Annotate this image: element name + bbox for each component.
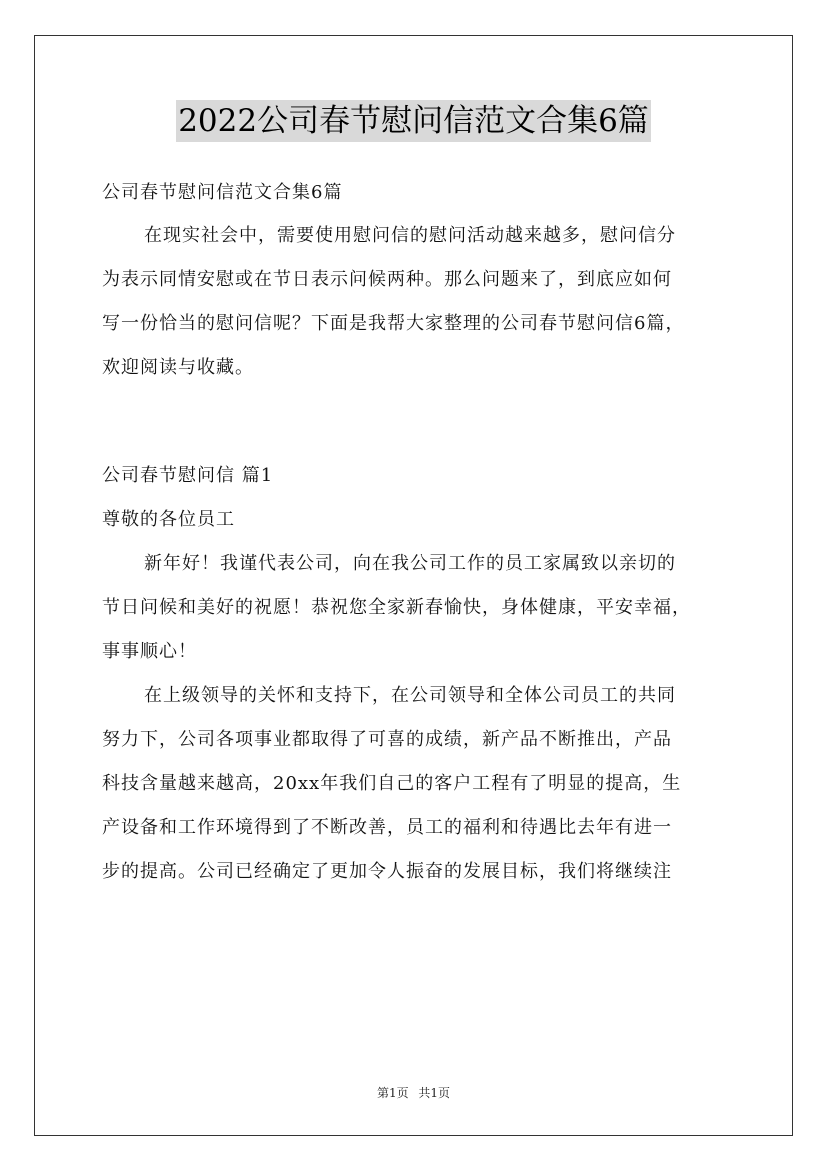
intro-line: 写一份恰当的慰问信呢？下面是我帮大家整理的公司春节慰问信6篇， <box>102 313 685 334</box>
document-subtitle: 公司春节慰问信范文合集6篇 <box>102 182 343 203</box>
section-spacer <box>102 390 732 454</box>
paragraph-line: 步的提高。公司已经确定了更加令人振奋的发展目标，我们将继续注 <box>102 861 672 882</box>
page-number: 第1页 <box>376 1086 409 1100</box>
intro-line: 欢迎阅读与收藏。 <box>102 357 254 378</box>
paragraph-line: 科技含量越来越高，20xx年我们自己的客户工程有了明显的提高，生 <box>102 773 682 794</box>
paragraph-line: 节日问候和美好的祝愿！恭祝您全家新春愉快，身体健康，平安幸福， <box>102 597 691 618</box>
paragraph-1 <box>102 542 732 674</box>
salutation: 尊敬的各位员工 <box>102 509 235 530</box>
paragraph-line: 产设备和工作环境得到了不断改善，员工的福利和待遇比去年有进一 <box>102 817 672 838</box>
page-footer <box>0 1084 827 1101</box>
intro-paragraph <box>102 214 732 390</box>
section-heading: 公司春节慰问信 篇1 <box>102 465 274 486</box>
paragraph-2 <box>102 674 732 894</box>
paragraph-line: 努力下，公司各项事业都取得了可喜的成绩，新产品不断推出，产品 <box>102 729 672 750</box>
intro-line: 为表示同情安慰或在节日表示问候两种。那么问题来了，到底应如何 <box>102 269 672 290</box>
page-total: 共1页 <box>418 1086 451 1100</box>
intro-line: 在现实社会中，需要使用慰问信的慰问活动越来越多，慰问信分 <box>144 225 676 246</box>
paragraph-line: 事事顺心！ <box>102 641 197 662</box>
paragraph-line: 在上级领导的关怀和支持下，在公司领导和全体公司员工的共同 <box>144 685 676 706</box>
document-title: 2022公司春节慰问信范文合集6篇 <box>176 100 651 142</box>
document-body <box>102 172 732 894</box>
paragraph-line: 新年好！我谨代表公司，向在我公司工作的员工家属致以亲切的 <box>144 553 676 574</box>
title-container <box>0 100 827 142</box>
